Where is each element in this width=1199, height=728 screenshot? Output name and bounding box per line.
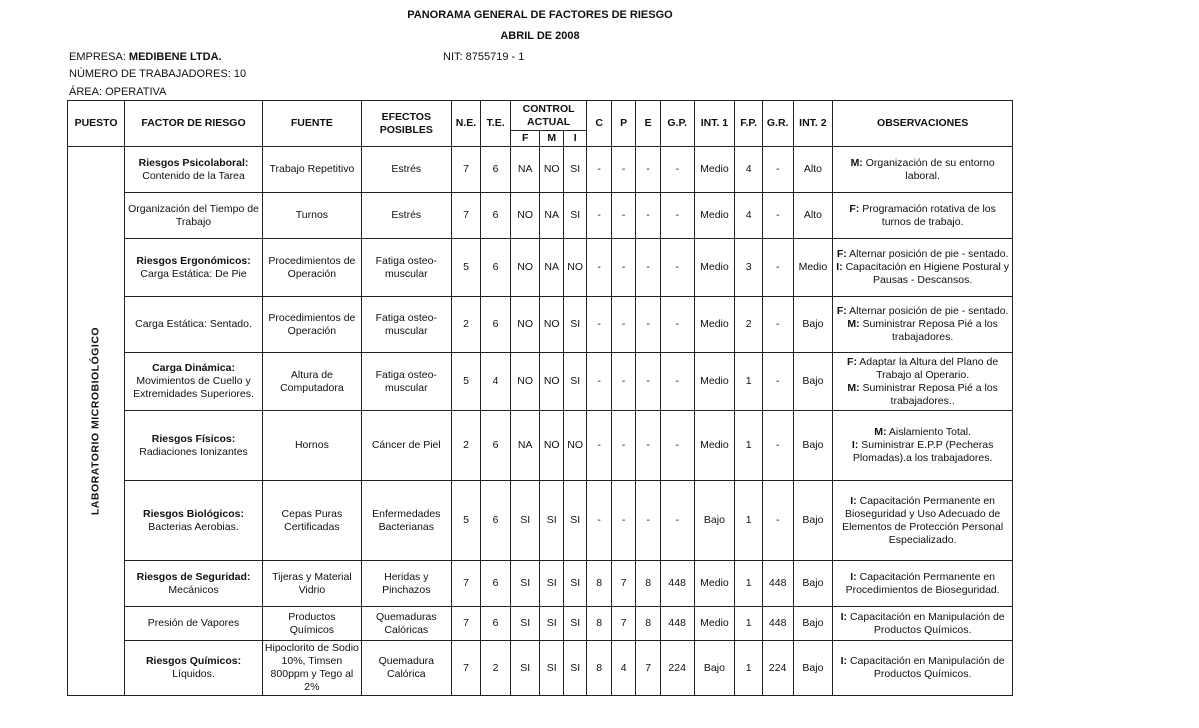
c-cell: - <box>587 193 611 239</box>
observation-cell <box>833 297 1013 353</box>
int1-cell: Medio <box>694 353 735 411</box>
efectos-cell: Quemadura Calórica <box>361 641 451 696</box>
fuente-cell: Altura de Computadora <box>262 353 361 411</box>
p-cell: - <box>611 297 635 353</box>
ne-cell: 7 <box>451 641 481 696</box>
p-cell: - <box>611 411 635 481</box>
factor-text: Organización del Tiempo de Trabajo <box>128 202 259 228</box>
observation-cell <box>833 193 1013 239</box>
factor-cell <box>125 561 263 607</box>
int1-cell: Medio <box>694 297 735 353</box>
observation-key: F: <box>836 305 847 317</box>
efectos-cell: Heridas y Pinchazos <box>361 561 451 607</box>
col-int1: INT. 1 <box>694 101 735 147</box>
fuente-cell: Cepas Puras Certificadas <box>262 481 361 561</box>
observation-text: Organización de su entorno laboral. <box>862 156 995 182</box>
observation-cell <box>833 147 1013 193</box>
p-cell: - <box>611 481 635 561</box>
c-cell: 8 <box>587 561 611 607</box>
gp-cell: 448 <box>660 607 694 641</box>
observation-key: F: <box>836 248 847 260</box>
e-cell: - <box>636 193 660 239</box>
c-cell: - <box>587 411 611 481</box>
col-ne: N.E. <box>451 101 481 147</box>
report-date: ABRIL DE 2008 <box>500 30 580 42</box>
m-cell: NO <box>540 411 563 481</box>
f-cell: NO <box>510 239 540 297</box>
factor-category: Carga Dinámica: <box>152 362 235 374</box>
m-cell: SI <box>540 641 563 696</box>
col-puesto: PUESTO <box>68 101 125 147</box>
observation-key: I: <box>850 570 857 583</box>
puesto-cell <box>68 147 125 696</box>
c-cell: - <box>587 297 611 353</box>
observation-key: M: <box>847 381 860 394</box>
gr-cell: - <box>762 481 793 561</box>
te-cell: 6 <box>481 193 511 239</box>
factor-cell <box>125 147 263 193</box>
int1-cell: Bajo <box>694 481 735 561</box>
company-name: MEDIBENE LTDA. <box>128 51 222 63</box>
gr-cell: - <box>762 353 793 411</box>
table-row <box>68 353 1013 411</box>
i-cell: NO <box>563 239 586 297</box>
observation-key: M: <box>874 426 887 438</box>
observation-key: I: <box>850 494 857 507</box>
e-cell: 8 <box>636 561 660 607</box>
factor-text: Carga Estática: De Pie <box>140 267 247 280</box>
gp-cell: - <box>660 481 694 561</box>
te-cell: 6 <box>481 481 511 561</box>
te-cell: 6 <box>481 411 511 481</box>
observation-line <box>835 611 1010 637</box>
observation-cell <box>833 239 1013 297</box>
ne-cell: 7 <box>451 193 481 239</box>
col-fp: F.P. <box>735 101 763 147</box>
col-int2: INT. 2 <box>793 101 833 147</box>
factor-cell <box>125 193 263 239</box>
gr-cell: 448 <box>762 607 793 641</box>
factor-cell <box>125 353 263 411</box>
m-cell: NA <box>540 239 563 297</box>
fp-cell: 2 <box>735 297 763 353</box>
fp-cell: 1 <box>735 641 763 696</box>
i-cell: SI <box>563 297 586 353</box>
fp-cell: 4 <box>735 147 763 193</box>
p-cell: - <box>611 239 635 297</box>
e-cell: - <box>636 353 660 411</box>
int1-cell: Medio <box>694 147 735 193</box>
f-cell: SI <box>510 641 540 696</box>
col-gr: G.R. <box>762 101 793 147</box>
factor-text: Movimientos de Cuello y Extremidades Superiores. <box>133 375 254 400</box>
int1-cell: Medio <box>694 607 735 641</box>
e-cell: - <box>636 411 660 481</box>
factor-cell <box>125 607 263 641</box>
col-gp: G.P. <box>660 101 694 147</box>
table-row <box>68 411 1013 481</box>
efectos-cell: Fatiga osteo-muscular <box>361 239 451 297</box>
f-cell: SI <box>510 561 540 607</box>
observation-text: Suministrar Reposa Pié a los trabajadores. <box>859 318 998 343</box>
gp-cell: 224 <box>660 641 694 696</box>
gp-cell: - <box>660 297 694 353</box>
observation-key: I: <box>851 439 859 451</box>
p-cell: 7 <box>611 607 635 641</box>
observation-text: Capacitación Permanente en Bioseguridad y Uso Adecuado de Elementos de Protección Personal Especializado. <box>842 494 1004 546</box>
col-e: E <box>636 101 660 147</box>
fp-cell: 1 <box>735 607 763 641</box>
factor-category: Riesgos Ergonómicos: <box>136 254 251 267</box>
observation-text: Suministrar Reposa Pié a los trabajadores.. <box>859 381 998 407</box>
observation-key: F: <box>849 202 860 215</box>
efectos-cell: Cáncer de Piel <box>361 411 451 481</box>
observation-line <box>835 495 1010 547</box>
observation-key: I: <box>840 655 848 667</box>
p-cell: - <box>611 193 635 239</box>
company-line <box>69 51 222 63</box>
factor-cell <box>125 297 263 353</box>
i-cell: SI <box>563 481 586 561</box>
observation-key: I: <box>836 261 843 273</box>
i-cell: SI <box>563 193 586 239</box>
gp-cell: 448 <box>660 561 694 607</box>
f-cell: NO <box>510 297 540 353</box>
c-cell: - <box>587 481 611 561</box>
f-cell: SI <box>510 607 540 641</box>
te-cell: 6 <box>481 607 511 641</box>
te-cell: 6 <box>481 297 511 353</box>
f-cell: NA <box>510 411 540 481</box>
int1-cell: Medio <box>694 193 735 239</box>
table-row <box>68 193 1013 239</box>
table-row <box>68 297 1013 353</box>
fuente-cell: Hipoclorito de Sodio 10%, Timsen 800ppm y Tego al 2% <box>262 641 361 696</box>
risk-table <box>67 100 1013 696</box>
m-cell: NO <box>540 297 563 353</box>
table-row <box>68 607 1013 641</box>
te-cell: 6 <box>481 561 511 607</box>
int1-cell: Medio <box>694 561 735 607</box>
gr-cell: - <box>762 193 793 239</box>
company-label: EMPRESA: <box>69 51 129 63</box>
observation-cell <box>833 353 1013 411</box>
p-cell: - <box>611 353 635 411</box>
efectos-cell: Fatiga osteo-muscular <box>361 353 451 411</box>
factor-category: Riesgos Físicos: <box>151 432 236 445</box>
observation-text: Capacitación en Manipulación de Productos Químicos. <box>847 610 1005 636</box>
i-cell: NO <box>563 411 586 481</box>
observation-line <box>835 356 1010 382</box>
int2-cell: Bajo <box>793 297 833 353</box>
gr-cell: 224 <box>762 641 793 696</box>
ne-cell: 2 <box>451 297 481 353</box>
fp-cell: 4 <box>735 193 763 239</box>
factor-cell <box>125 239 263 297</box>
int1-cell: Medio <box>694 411 735 481</box>
col-obs: OBSERVACIONES <box>833 101 1013 147</box>
page-title: PANORAMA GENERAL DE FACTORES DE RIESGO <box>407 9 673 21</box>
efectos-cell: Enfermedades Bacterianas <box>361 481 451 561</box>
factor-text: Bacterias Aerobias. <box>148 520 239 533</box>
observation-line <box>835 157 1010 183</box>
fuente-cell: Productos Químicos <box>262 607 361 641</box>
fuente-cell: Procedimientos de Operación <box>262 297 361 353</box>
risk-table-body <box>68 147 1013 696</box>
te-cell: 2 <box>481 641 511 696</box>
int1-cell: Bajo <box>694 641 735 696</box>
table-row <box>68 641 1013 696</box>
observation-line <box>835 305 1010 318</box>
c-cell: - <box>587 353 611 411</box>
m-cell: NO <box>540 353 563 411</box>
int2-cell: Bajo <box>793 561 833 607</box>
fp-cell: 1 <box>735 353 763 411</box>
factor-cell <box>125 641 263 696</box>
col-i: I <box>563 131 586 147</box>
observation-line <box>835 655 1010 681</box>
observation-text: Capacitación en Manipulación de Productos Químicos. <box>847 655 1005 680</box>
m-cell: SI <box>540 561 563 607</box>
p-cell: 7 <box>611 561 635 607</box>
factor-text: Mecánicos <box>168 583 219 596</box>
e-cell: 7 <box>636 641 660 696</box>
col-f: F <box>510 131 540 147</box>
m-cell: NA <box>540 193 563 239</box>
table-row <box>68 147 1013 193</box>
p-cell: 4 <box>611 641 635 696</box>
col-p: P <box>611 101 635 147</box>
gp-cell: - <box>660 239 694 297</box>
int2-cell: Alto <box>793 147 833 193</box>
table-row <box>68 239 1013 297</box>
te-cell: 4 <box>481 353 511 411</box>
te-cell: 6 <box>481 147 511 193</box>
i-cell: SI <box>563 147 586 193</box>
observation-line <box>835 203 1010 229</box>
ne-cell: 7 <box>451 607 481 641</box>
observation-text: Capacitación Permanente en Procedimientos de Bioseguridad. <box>845 570 1000 596</box>
c-cell: 8 <box>587 607 611 641</box>
observation-text: Programación rotativa de los turnos de trabajo. <box>859 202 996 228</box>
ne-cell: 5 <box>451 353 481 411</box>
m-cell: SI <box>540 607 563 641</box>
f-cell: SI <box>510 481 540 561</box>
ne-cell: 7 <box>451 561 481 607</box>
f-cell: NO <box>510 353 540 411</box>
ne-cell: 2 <box>451 411 481 481</box>
c-cell: - <box>587 239 611 297</box>
observation-cell <box>833 641 1013 696</box>
gr-cell: - <box>762 411 793 481</box>
table-row <box>68 481 1013 561</box>
i-cell: SI <box>563 641 586 696</box>
col-control: CONTROL ACTUAL <box>510 101 587 131</box>
efectos-cell: Estrés <box>361 147 451 193</box>
f-cell: NO <box>510 193 540 239</box>
p-cell: - <box>611 147 635 193</box>
c-cell: - <box>587 147 611 193</box>
fuente-cell: Procedimientos de Operación <box>262 239 361 297</box>
int1-cell: Medio <box>694 239 735 297</box>
factor-text: Radiaciones Ionizantes <box>139 445 248 458</box>
e-cell: - <box>636 147 660 193</box>
observation-line <box>835 261 1010 287</box>
gp-cell: - <box>660 353 694 411</box>
col-m: M <box>540 131 563 147</box>
observation-line <box>835 318 1010 344</box>
factor-text: Contenido de la Tarea <box>142 169 245 182</box>
fuente-cell: Hornos <box>262 411 361 481</box>
observation-line <box>835 248 1010 261</box>
int2-cell: Bajo <box>793 481 833 561</box>
col-efectos: EFECTOS POSIBLES <box>361 101 451 147</box>
gp-cell: - <box>660 411 694 481</box>
observation-line <box>835 571 1010 597</box>
int2-cell: Bajo <box>793 607 833 641</box>
ne-cell: 5 <box>451 481 481 561</box>
fp-cell: 1 <box>735 411 763 481</box>
i-cell: SI <box>563 353 586 411</box>
gp-cell: - <box>660 193 694 239</box>
e-cell: - <box>636 239 660 297</box>
observation-text: Alternar posición de pie - sentado. <box>846 248 1009 260</box>
area: ÁREA: OPERATIVA <box>69 86 167 98</box>
observation-key: I: <box>840 610 848 623</box>
gr-cell: - <box>762 297 793 353</box>
gr-cell: 448 <box>762 561 793 607</box>
observation-cell <box>833 607 1013 641</box>
factor-text: Carga Estática: Sentado. <box>135 318 252 330</box>
e-cell: 8 <box>636 607 660 641</box>
observation-line <box>835 426 1010 439</box>
int2-cell: Alto <box>793 193 833 239</box>
factor-text: Líquidos. <box>172 668 215 680</box>
puesto-label: LABORATORIO MICROBIOLÓGICO <box>89 326 102 516</box>
observation-text: Capacitación en Higiene Postural y Pausas - Descansos. <box>842 261 1010 286</box>
col-fuente: FUENTE <box>262 101 361 147</box>
efectos-cell: Estrés <box>361 193 451 239</box>
observation-key: F: <box>847 355 857 368</box>
int2-cell: Bajo <box>793 641 833 696</box>
factor-category: Riesgos Biológicos: <box>143 507 244 520</box>
int2-cell: Bajo <box>793 353 833 411</box>
factor-category: Riesgos Psicolaboral: <box>138 156 249 169</box>
factor-text: Presión de Vapores <box>147 617 240 629</box>
m-cell: NO <box>540 147 563 193</box>
gr-cell: - <box>762 147 793 193</box>
factor-cell <box>125 481 263 561</box>
observation-cell <box>833 561 1013 607</box>
observation-text: Suministrar E.P.P (Pecheras Plomadas).a los trabajadores. <box>852 439 994 464</box>
observation-key: M: <box>850 156 863 169</box>
e-cell: - <box>636 481 660 561</box>
observation-line <box>835 439 1010 465</box>
fp-cell: 3 <box>735 239 763 297</box>
i-cell: SI <box>563 561 586 607</box>
workers-count: NÚMERO DE TRABAJADORES: 10 <box>69 68 247 80</box>
c-cell: 8 <box>587 641 611 696</box>
observation-text: Aislamiento Total. <box>886 426 971 438</box>
factor-category: Riesgos Químicos: <box>145 655 242 667</box>
observation-line <box>835 382 1010 408</box>
col-te: T.E. <box>481 101 511 147</box>
int2-cell: Medio <box>793 239 833 297</box>
col-c: C <box>587 101 611 147</box>
observation-text: Alternar posición de pie - sentado. <box>846 305 1009 317</box>
observation-cell <box>833 411 1013 481</box>
gp-cell: - <box>660 147 694 193</box>
m-cell: SI <box>540 481 563 561</box>
fp-cell: 1 <box>735 561 763 607</box>
fp-cell: 1 <box>735 481 763 561</box>
int2-cell: Bajo <box>793 411 833 481</box>
efectos-cell: Quemaduras Calóricas <box>361 607 451 641</box>
e-cell: - <box>636 297 660 353</box>
efectos-cell: Fatiga osteo-muscular <box>361 297 451 353</box>
gr-cell: - <box>762 239 793 297</box>
factor-cell <box>125 411 263 481</box>
table-row <box>68 561 1013 607</box>
factor-category: Riesgos de Seguridad: <box>136 570 251 583</box>
observation-text: Adaptar la Altura del Plano de Trabajo al Operario. <box>856 355 999 381</box>
fuente-cell: Tijeras y Material Vidrio <box>262 561 361 607</box>
observation-key: M: <box>847 318 860 330</box>
ne-cell: 5 <box>451 239 481 297</box>
observation-cell <box>833 481 1013 561</box>
f-cell: NA <box>510 147 540 193</box>
i-cell: SI <box>563 607 586 641</box>
te-cell: 6 <box>481 239 511 297</box>
ne-cell: 7 <box>451 147 481 193</box>
fuente-cell: Trabajo Repetitivo <box>262 147 361 193</box>
nit: NIT: 8755719 - 1 <box>443 51 525 63</box>
col-factor: FACTOR DE RIESGO <box>125 101 263 147</box>
fuente-cell: Turnos <box>262 193 361 239</box>
